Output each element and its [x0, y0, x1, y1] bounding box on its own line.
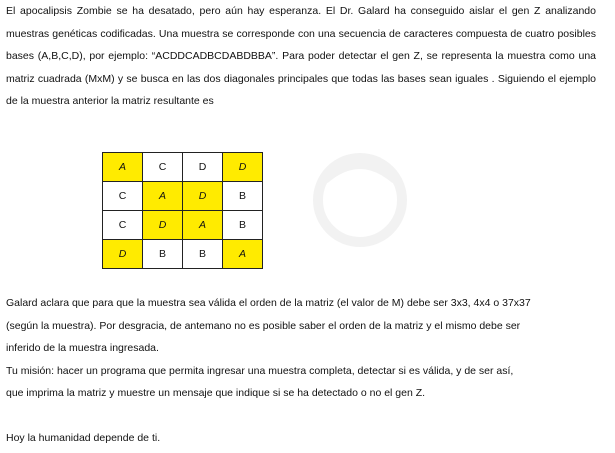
closing-line: Hoy la humanidad depende de ti.: [6, 432, 161, 444]
blank-line: [6, 405, 596, 428]
matrix-cell: B: [223, 182, 263, 211]
matrix-row: [103, 211, 263, 240]
intro-paragraph: El apocalipsis Zombie se ha desatado, pero aún hay esperanza. El Dr. Galard ha conseguido aislar el gen Z analizando muestras genéticas codificadas. Una muestra se corresponde con una secuencia de caracteres compuesta de cuatro posibles bases (A,B,C,D), por ejemplo: “ACDDCADBCDABDBBA”. Para poder detectar el gen Z, se representa la muestra como una matriz cuadrada (MxM) y se busca en las dos diagonales principales que todas las bases sean iguales . Siguiendo el ejemplo de la muestra anterior la matriz resultante es: [6, 5, 596, 107]
matrix-cell: D: [143, 211, 183, 240]
closing-line: Galard aclara que para que la muestra sea válida el orden de la matriz (el valor de M) debe ser 3x3, 4x4 o 37x37: [6, 297, 531, 309]
closing-line: que imprima la matriz y muestre un mensaje que indique si se ha detectado o no el gen Z.: [6, 387, 426, 399]
watermark-logo: [305, 140, 415, 260]
matrix-cell: D: [183, 153, 223, 182]
closing-line: (según la muestra). Por desgracia, de antemano no es posible saber el orden de la matriz y el mismo debe ser: [6, 319, 521, 332]
closing-paragraph: [6, 292, 596, 450]
gene-matrix: [102, 152, 263, 269]
matrix-cell: C: [103, 211, 143, 240]
matrix-cell: D: [223, 153, 263, 182]
matrix-cell: B: [143, 240, 183, 269]
matrix-cell: B: [183, 240, 223, 269]
matrix-row: [103, 153, 263, 182]
matrix-cell: B: [223, 211, 263, 240]
closing-line: inferido de la muestra ingresada.: [6, 342, 159, 354]
matrix-cell: C: [103, 182, 143, 211]
matrix-cell: C: [143, 153, 183, 182]
matrix-cell: A: [183, 211, 223, 240]
matrix-row: [103, 182, 263, 211]
matrix-cell: D: [103, 240, 143, 269]
matrix-cell: A: [143, 182, 183, 211]
matrix-cell: D: [183, 182, 223, 211]
matrix-cell: A: [103, 153, 143, 182]
matrix-cell: A: [223, 240, 263, 269]
matrix-row: [103, 240, 263, 269]
closing-line: Tu misión: hacer un programa que permita ingresar una muestra completa, detectar si es válida, y de ser así,: [6, 364, 514, 377]
